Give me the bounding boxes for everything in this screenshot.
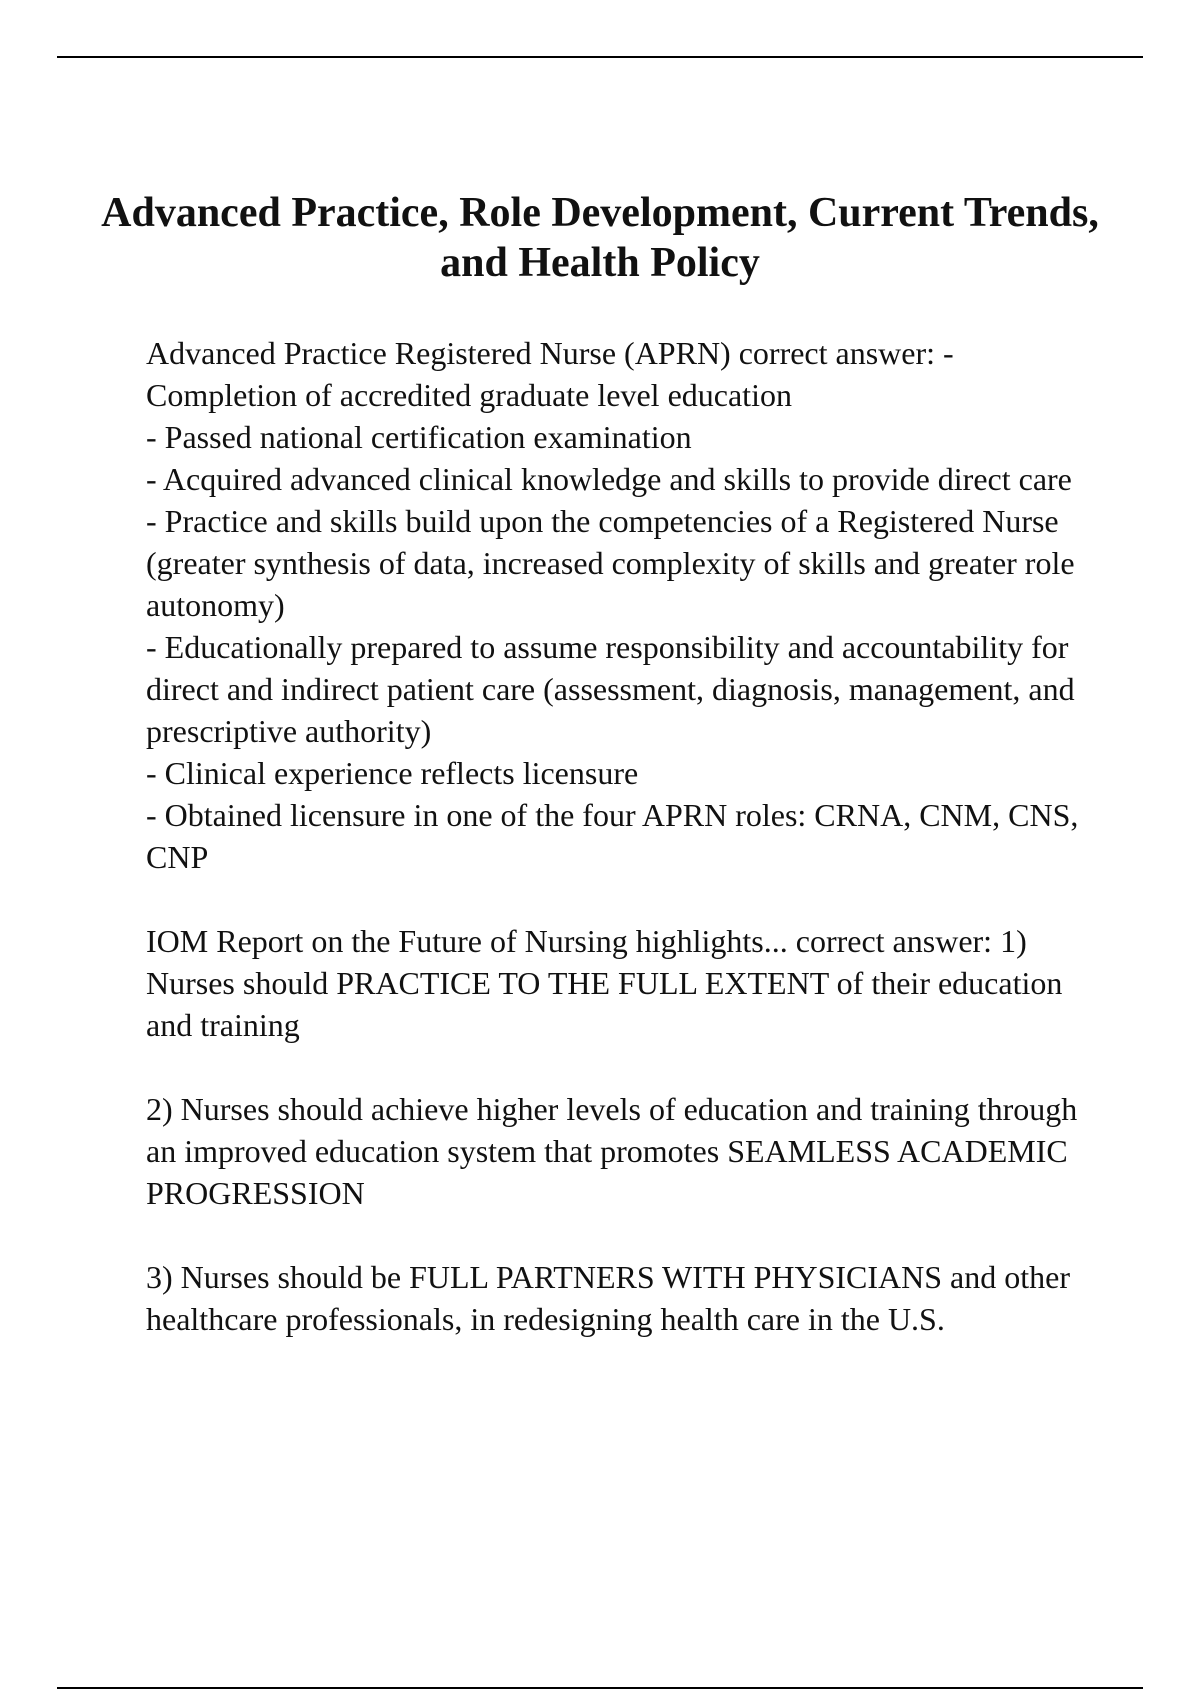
iom-question-line: IOM Report on the Future of Nursing highlights... correct answer: 1) Nurses should PRACTICE TO THE FULL EXTENT of their education and training xyxy=(146,923,1063,1043)
iom-report-section xyxy=(146,920,1096,1046)
bottom-divider xyxy=(57,1687,1143,1689)
top-divider xyxy=(57,56,1143,58)
iom-point-3-text: 3) Nurses should be FULL PARTNERS WITH PHYSICIANS and other healthcare professionals, in redesigning health care in the U.S. xyxy=(146,1259,1070,1337)
aprn-answer-line: - Obtained licensure in one of the four APRN roles: CRNA, CNM, CNS, CNP xyxy=(146,797,1079,875)
aprn-answer-line: - Practice and skills build upon the competencies of a Registered Nurse (greater synthesis of data, increased complexity of skills and greater role autonomy) xyxy=(146,503,1075,623)
aprn-answer-line: - Acquired advanced clinical knowledge and skills to provide direct care xyxy=(146,461,1072,497)
aprn-answer-line: - Educationally prepared to assume responsibility and accountability for direct and indirect patient care (assessment, diagnosis, management, and prescriptive authority) xyxy=(146,629,1075,749)
paragraph-gap xyxy=(146,878,1096,920)
paragraph-gap xyxy=(146,1214,1096,1256)
aprn-definition-section xyxy=(146,332,1096,878)
iom-point-3 xyxy=(146,1256,1096,1340)
aprn-answer-line: - Passed national certification examination xyxy=(146,419,692,455)
aprn-answer-line: - Clinical experience reflects licensure xyxy=(146,755,639,791)
document-title: Advanced Practice, Role Development, Current Trends, and Health Policy xyxy=(101,190,1099,286)
iom-point-2-text: 2) Nurses should achieve higher levels of education and training through an improved education system that promotes SEAMLESS ACADEMIC PROGRESSION xyxy=(146,1091,1078,1211)
document-body xyxy=(146,332,1096,1340)
iom-point-2 xyxy=(146,1088,1096,1214)
aprn-question-line: Advanced Practice Registered Nurse (APRN) correct answer: - Completion of accredited graduate level education xyxy=(146,335,954,413)
paragraph-gap xyxy=(146,1046,1096,1088)
